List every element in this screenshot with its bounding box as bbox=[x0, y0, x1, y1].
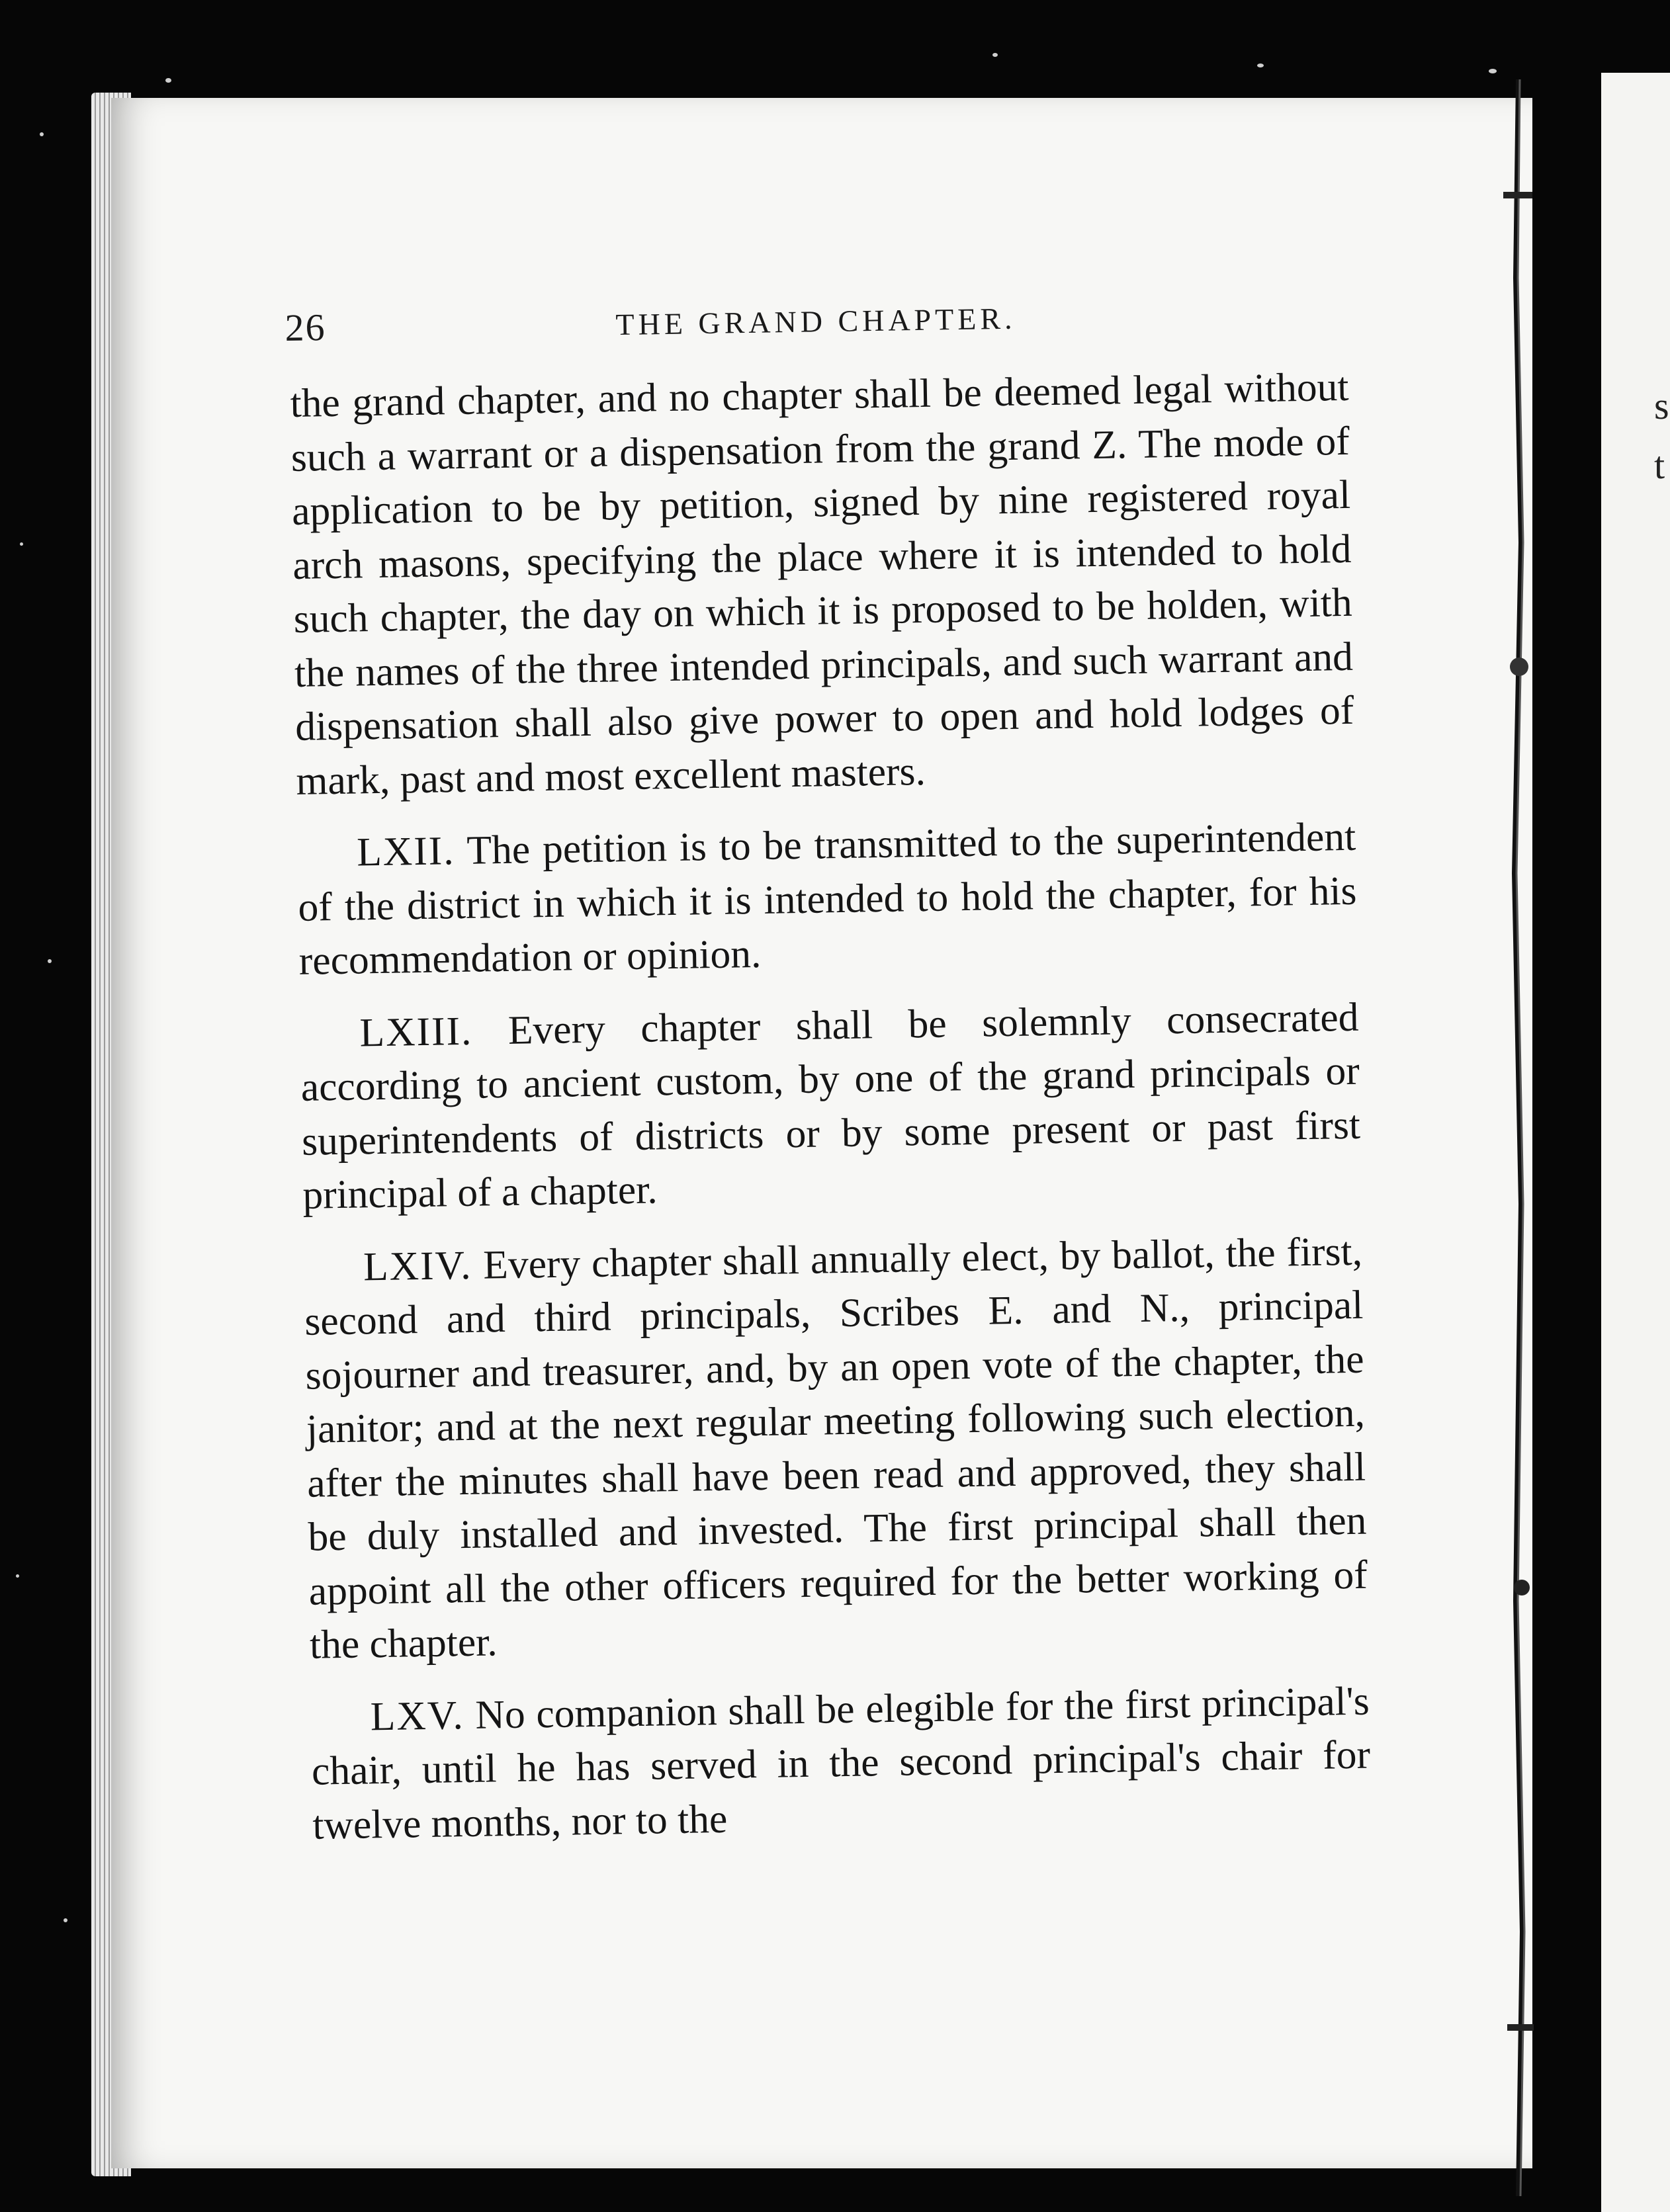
scan-speck bbox=[165, 78, 171, 83]
running-head-title: THE GRAND CHAPTER. bbox=[615, 301, 1016, 342]
page-number: 26 bbox=[285, 306, 327, 349]
paragraph-continued bbox=[290, 361, 1355, 808]
scan-speck bbox=[1257, 64, 1264, 67]
scan-speck bbox=[40, 132, 44, 136]
scan-speck bbox=[1489, 69, 1497, 73]
paragraph-text: No companion shall be elegible for the first principal's chair, until he has served in the second principal's chair for twelve months, nor to the bbox=[311, 1678, 1371, 1848]
section-lxii bbox=[297, 810, 1358, 989]
section-numeral: LXII. bbox=[356, 828, 456, 875]
binding-thread bbox=[1515, 79, 1520, 2196]
scan-speck bbox=[48, 959, 52, 963]
scan-speck bbox=[64, 1918, 67, 1922]
section-numeral: LXIV. bbox=[363, 1242, 472, 1289]
section-lxiii bbox=[300, 990, 1362, 1222]
paragraph-text: the grand chapter, and no chapter shall be deemed legal without such a warrant or a dispensation from the grand Z. The mode of application to be by petition, signed by nine registered royal arch masons, specifying the place where it is intended to hold such chapter, the day on which it is proposed to be holden, with the names of the three intended principals, and such warrant and dispensation shall also give power to open and hold lodges of mark, past and most excellent masters. bbox=[290, 364, 1354, 804]
scan-speck bbox=[20, 542, 23, 546]
facing-page-char: s bbox=[1654, 384, 1669, 427]
section-lxiv bbox=[304, 1224, 1369, 1672]
scan-speck bbox=[992, 53, 998, 57]
paragraph-text: The petition is to be transmitted to the superintendent of the district in which it is intended to hold the chapter, for his recommendation or opinion. bbox=[298, 814, 1357, 984]
facing-page-char: t bbox=[1654, 444, 1665, 487]
paragraph-text: Every chapter shall annually elect, by ballot, the first, second and third principals, Scribes E. and N., principal sojourner and treasurer, and, by an open vote of the chapter, the janitor; and at the next regular meeting following such election, after the minutes shall have been read and approved, they shall be duly installed and invested. The first principal shall then appoint all the other officers required for the better working of the chapter. bbox=[304, 1228, 1368, 1668]
paragraph-text: Every chapter shall be solemnly consecrated according to ancient custom, by one of the grand principals or superintendents of districts or by some present or past first principal of a chapter. bbox=[300, 994, 1361, 1218]
scan-speck bbox=[16, 1574, 19, 1578]
section-lxv bbox=[310, 1674, 1372, 1853]
body-text bbox=[290, 361, 1372, 1853]
section-numeral: LXIII. bbox=[359, 1008, 473, 1055]
section-numeral: LXV. bbox=[370, 1692, 465, 1739]
